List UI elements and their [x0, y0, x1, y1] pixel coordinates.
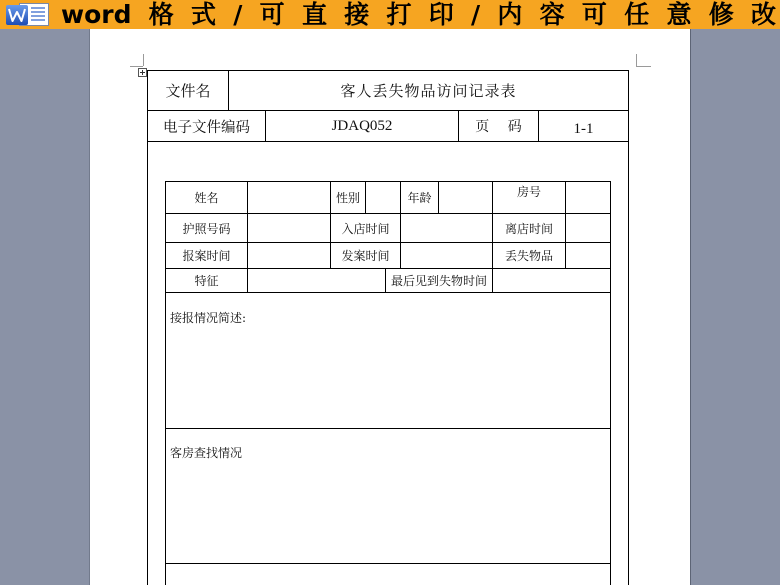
- promo-banner: [0, 0, 780, 29]
- word-document-icon: [3, 1, 53, 28]
- report-time-label: 报案时间: [182, 249, 231, 263]
- check-out-time-field[interactable]: [565, 213, 611, 243]
- lost-item-label: 丢失物品: [504, 249, 553, 263]
- gender-label-cell: [330, 181, 366, 214]
- page-number-label-cell: [458, 110, 539, 142]
- incident-time-field[interactable]: [400, 242, 493, 269]
- last-seen-time-label-cell: [385, 268, 493, 293]
- file-code-value-cell: [265, 110, 459, 142]
- item-features-label-cell: [165, 268, 248, 293]
- incident-time-label: 发案时间: [341, 249, 390, 263]
- room-search-label: 客房查找情况: [170, 446, 243, 460]
- room-search-section[interactable]: [165, 428, 611, 564]
- passport-number-label: 护照号码: [182, 221, 231, 236]
- incident-time-label-cell: [330, 242, 401, 269]
- name-field[interactable]: [247, 181, 331, 214]
- item-features-field[interactable]: [247, 268, 386, 293]
- document-page: [90, 29, 690, 585]
- age-label-cell: [400, 181, 439, 214]
- last-seen-time-field[interactable]: [492, 268, 611, 293]
- handling-section[interactable]: [165, 563, 611, 585]
- passport-number-field[interactable]: [247, 213, 331, 243]
- document-body: [147, 141, 629, 585]
- check-out-time-label-cell: [492, 213, 566, 243]
- lost-item-label-cell: [492, 242, 566, 269]
- check-out-time-label: 离店时间: [504, 221, 553, 236]
- page-number-label: 页 码: [475, 119, 522, 135]
- gender-label: 性别: [335, 191, 360, 205]
- crop-mark-top-right-horizontal: [636, 66, 651, 67]
- age-label: 年龄: [407, 191, 432, 205]
- check-in-time-label-cell: [330, 213, 401, 243]
- item-features-label: 特征: [194, 274, 219, 288]
- lost-item-field[interactable]: [565, 242, 611, 269]
- document-title-cell: [228, 70, 629, 111]
- document-title: 客人丢失物品访问记录表: [340, 82, 517, 100]
- file-code-label: 电子文件编码: [163, 119, 250, 136]
- room-number-field[interactable]: [565, 181, 611, 214]
- gender-field[interactable]: [365, 181, 401, 214]
- report-time-field[interactable]: [247, 242, 331, 269]
- name-label: 姓名: [194, 191, 219, 205]
- last-seen-time-label: 最后见到失物时间: [390, 274, 487, 288]
- name-label-cell: [165, 181, 248, 214]
- report-time-label-cell: [165, 242, 248, 269]
- file-code-label-cell: [147, 110, 266, 142]
- report-summary-section[interactable]: [165, 292, 611, 429]
- record-table: [147, 70, 629, 585]
- report-summary-label: 接报情况简述:: [170, 311, 247, 325]
- room-number-label-cell: [492, 181, 566, 214]
- age-field[interactable]: [438, 181, 493, 214]
- passport-number-label-cell: [165, 213, 248, 243]
- file-code-value: JDAQ052: [331, 117, 393, 134]
- check-in-time-field[interactable]: [400, 213, 493, 243]
- file-name-label: 文件名: [165, 82, 211, 100]
- page-number-value: 1-1: [573, 120, 594, 137]
- banner-text: word格式/可直接打印/内容可任意修改: [61, 0, 776, 29]
- lost-item-form: [165, 181, 611, 585]
- page-number-value-cell: [538, 110, 629, 142]
- check-in-time-label: 入店时间: [341, 221, 390, 236]
- table-move-handle-icon[interactable]: [138, 62, 147, 71]
- file-name-label-cell: [147, 70, 229, 111]
- room-number-label: 房号: [516, 185, 541, 199]
- crop-mark-top-right-vertical: [636, 54, 637, 66]
